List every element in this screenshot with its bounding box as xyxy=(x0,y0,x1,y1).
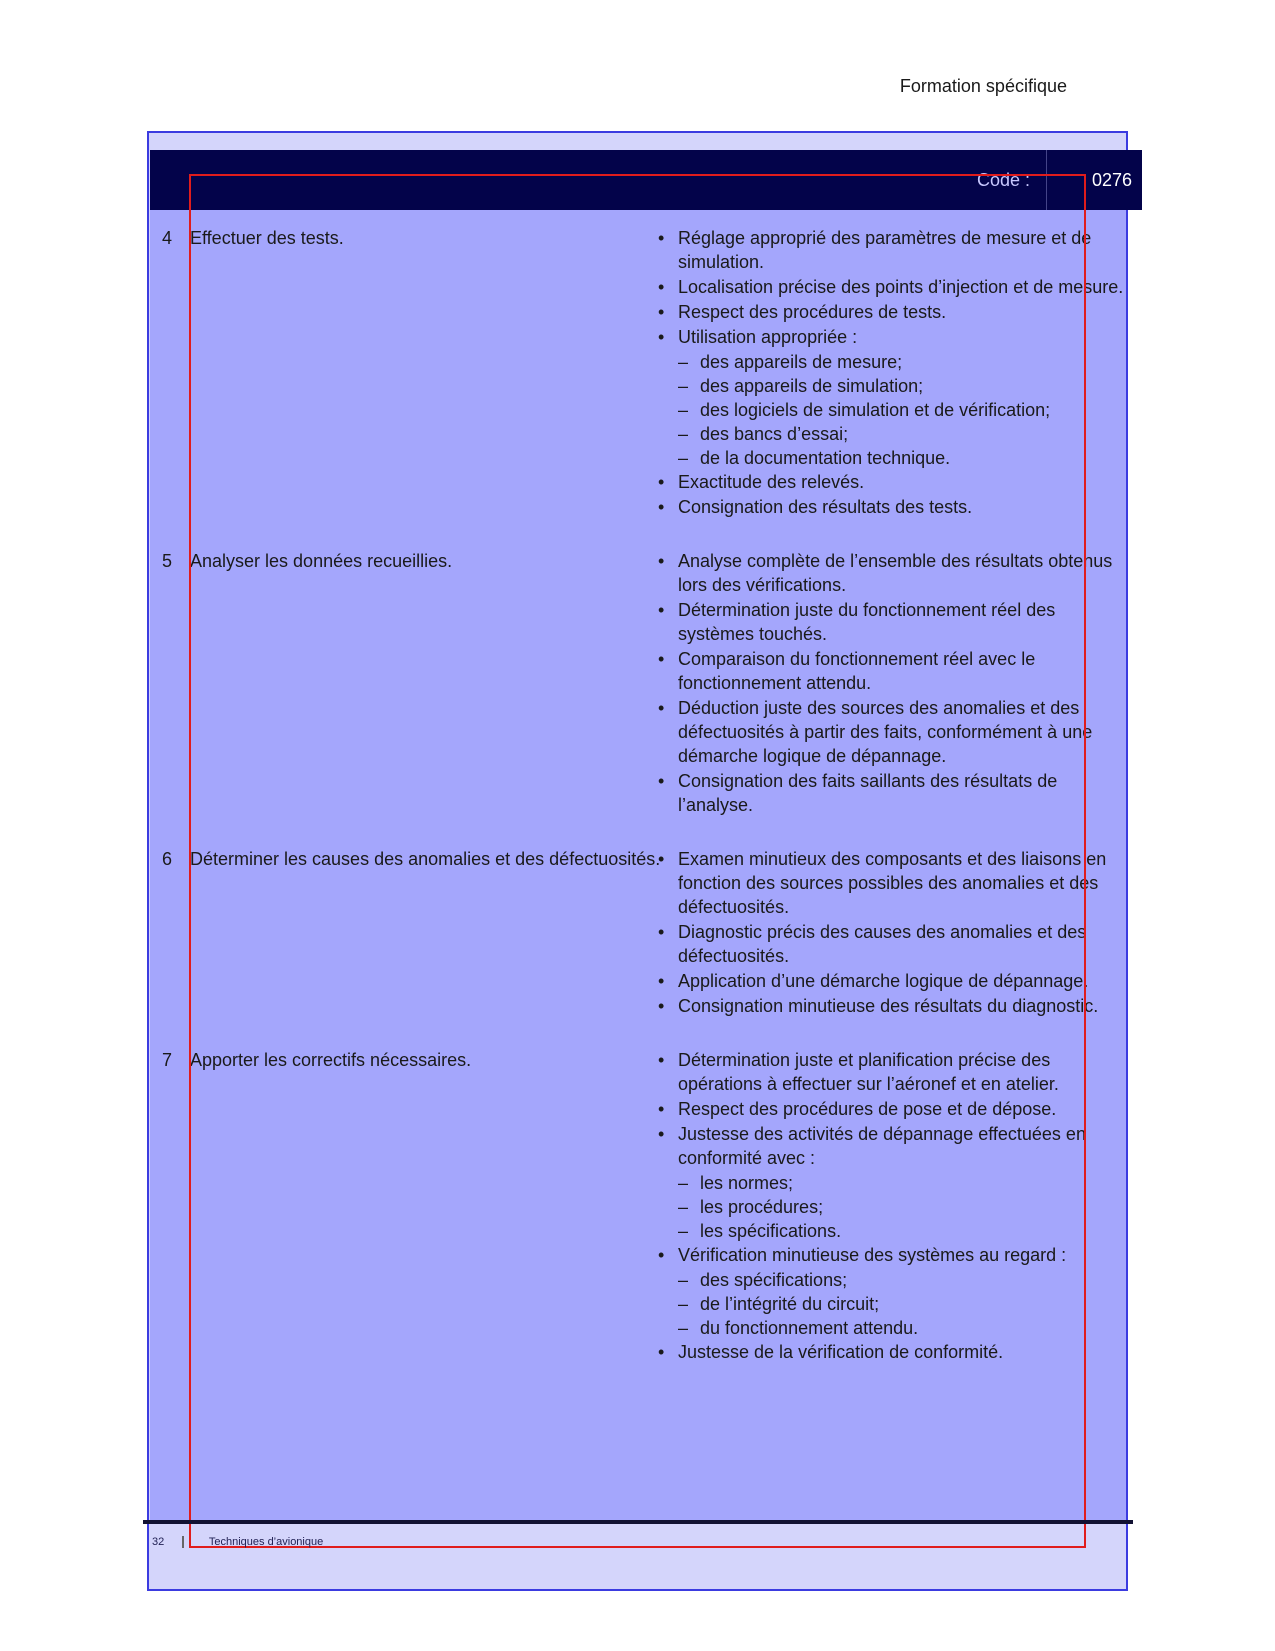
dash-marker: – xyxy=(678,1221,689,1241)
criterion-subitem xyxy=(656,374,1124,398)
element-text: Effectuer des tests. xyxy=(190,228,344,248)
criterion-item: • Consignation des faits saillants des résultats de l’analyse. xyxy=(656,769,1124,817)
dash-marker: – xyxy=(678,1270,689,1290)
competency-element xyxy=(162,1048,662,1072)
criterion-item: • Consignation minutieuse des résultats du diagnostic. xyxy=(656,994,1124,1018)
criterion-item: • Détermination juste et planification précise des opérations à effectuer sur l’aéronef et en atelier. xyxy=(656,1048,1124,1096)
dash-marker: – xyxy=(678,400,689,420)
criterion-subitem xyxy=(656,1171,1124,1195)
code-bar xyxy=(150,150,1142,210)
footer-rule xyxy=(143,1520,1133,1524)
criterion-item: • Justesse des activités de dépannage effectuées en conformité avec : xyxy=(656,1122,1124,1170)
criterion-subitem xyxy=(656,1268,1124,1292)
element-number: 4 xyxy=(162,228,173,248)
subitem-text: des appareils de mesure; xyxy=(700,352,903,372)
criterion-item: • Détermination juste du fonctionnement réel des systèmes touchés. xyxy=(656,598,1124,646)
criterion-subitem xyxy=(656,1292,1124,1316)
criteria-row xyxy=(162,1048,1124,1364)
element-number: 6 xyxy=(162,849,173,869)
criterion-item: • Réglage approprié des paramètres de mesure et de simulation. xyxy=(656,226,1124,274)
subitem-text: les procédures; xyxy=(700,1197,824,1217)
criterion-item: • Respect des procédures de pose et de dépose. xyxy=(656,1097,1124,1121)
criterion-subitem xyxy=(656,1219,1124,1243)
criterion-item: • Localisation précise des points d’injection et de mesure. xyxy=(656,275,1124,299)
dash-marker: – xyxy=(678,1197,689,1217)
performance-criteria xyxy=(656,226,1124,519)
competency-element xyxy=(162,549,662,573)
competency-element xyxy=(162,226,662,250)
subitem-text: les spécifications. xyxy=(700,1221,842,1241)
criterion-subitem xyxy=(656,398,1124,422)
subitem-text: des bancs d’essai; xyxy=(700,424,849,444)
code-divider xyxy=(1046,150,1047,210)
performance-criteria xyxy=(656,549,1124,817)
criteria-row xyxy=(162,847,1124,1018)
subitem-text: des spécifications; xyxy=(700,1270,848,1290)
subitem-text: de la documentation technique. xyxy=(700,448,951,468)
criterion-item: • Utilisation appropriée : xyxy=(656,325,1124,349)
dash-marker: – xyxy=(678,448,689,468)
criterion-subitem xyxy=(656,1316,1124,1340)
dash-marker: – xyxy=(678,1294,689,1314)
page-number: 32 xyxy=(152,1536,184,1548)
element-text: Apporter les correctifs nécessaires. xyxy=(190,1050,472,1070)
criterion-subitem xyxy=(656,1195,1124,1219)
dash-marker: – xyxy=(678,1318,689,1338)
criterion-item: • Déduction juste des sources des anomalies et des défectuosités à partir des faits, conformément à une démarche logique de dépannage. xyxy=(656,696,1124,768)
element-text: Analyser les données recueillies. xyxy=(190,551,453,571)
criterion-item: • Consignation des résultats des tests. xyxy=(656,495,1124,519)
performance-criteria xyxy=(656,1048,1124,1364)
criterion-subitem xyxy=(656,446,1124,470)
criterion-subitem xyxy=(656,422,1124,446)
subitem-text: des logiciels de simulation et de vérification; xyxy=(700,400,1051,420)
criterion-item: • Exactitude des relevés. xyxy=(656,470,1124,494)
subitem-text: les normes; xyxy=(700,1173,794,1193)
criteria-row xyxy=(162,226,1124,519)
criterion-subitem xyxy=(656,350,1124,374)
section-title: Formation spécifique xyxy=(899,76,1067,96)
element-number: 7 xyxy=(162,1050,173,1070)
code-label: Code : xyxy=(976,170,1030,190)
code-value: 0276 xyxy=(1091,170,1132,190)
criterion-item: • Comparaison du fonctionnement réel avec le fonctionnement attendu. xyxy=(656,647,1124,695)
dash-marker: – xyxy=(678,352,689,372)
criterion-item: • Justesse de la vérification de conformité. xyxy=(656,1340,1124,1364)
criterion-item: • Examen minutieux des composants et des liaisons en fonction des sources possibles des anomalies et des défectuosités. xyxy=(656,847,1124,919)
performance-criteria xyxy=(656,847,1124,1018)
subitem-text: des appareils de simulation; xyxy=(700,376,924,396)
element-text: Déterminer les causes des anomalies et des défectuosités. xyxy=(190,849,661,869)
footer xyxy=(152,1536,323,1548)
dash-marker: – xyxy=(678,1173,689,1193)
criteria-row xyxy=(162,549,1124,817)
criterion-item: • Application d’une démarche logique de dépannage. xyxy=(656,969,1124,993)
element-number: 5 xyxy=(162,551,173,571)
criterion-item: • Diagnostic précis des causes des anomalies et des défectuosités. xyxy=(656,920,1124,968)
dash-marker: – xyxy=(678,376,689,396)
dash-marker: – xyxy=(678,424,689,444)
criterion-item: • Respect des procédures de tests. xyxy=(656,300,1124,324)
footer-text: Techniques d’avionique xyxy=(208,1536,324,1548)
criterion-item: • Vérification minutieuse des systèmes au regard : xyxy=(656,1243,1124,1267)
criteria-table xyxy=(162,226,1124,1365)
criterion-item: • Analyse complète de l’ensemble des résultats obtenus lors des vérifications. xyxy=(656,549,1124,597)
competency-element xyxy=(162,847,662,871)
subitem-text: du fonctionnement attendu. xyxy=(700,1318,919,1338)
subitem-text: de l’intégrité du circuit; xyxy=(700,1294,880,1314)
